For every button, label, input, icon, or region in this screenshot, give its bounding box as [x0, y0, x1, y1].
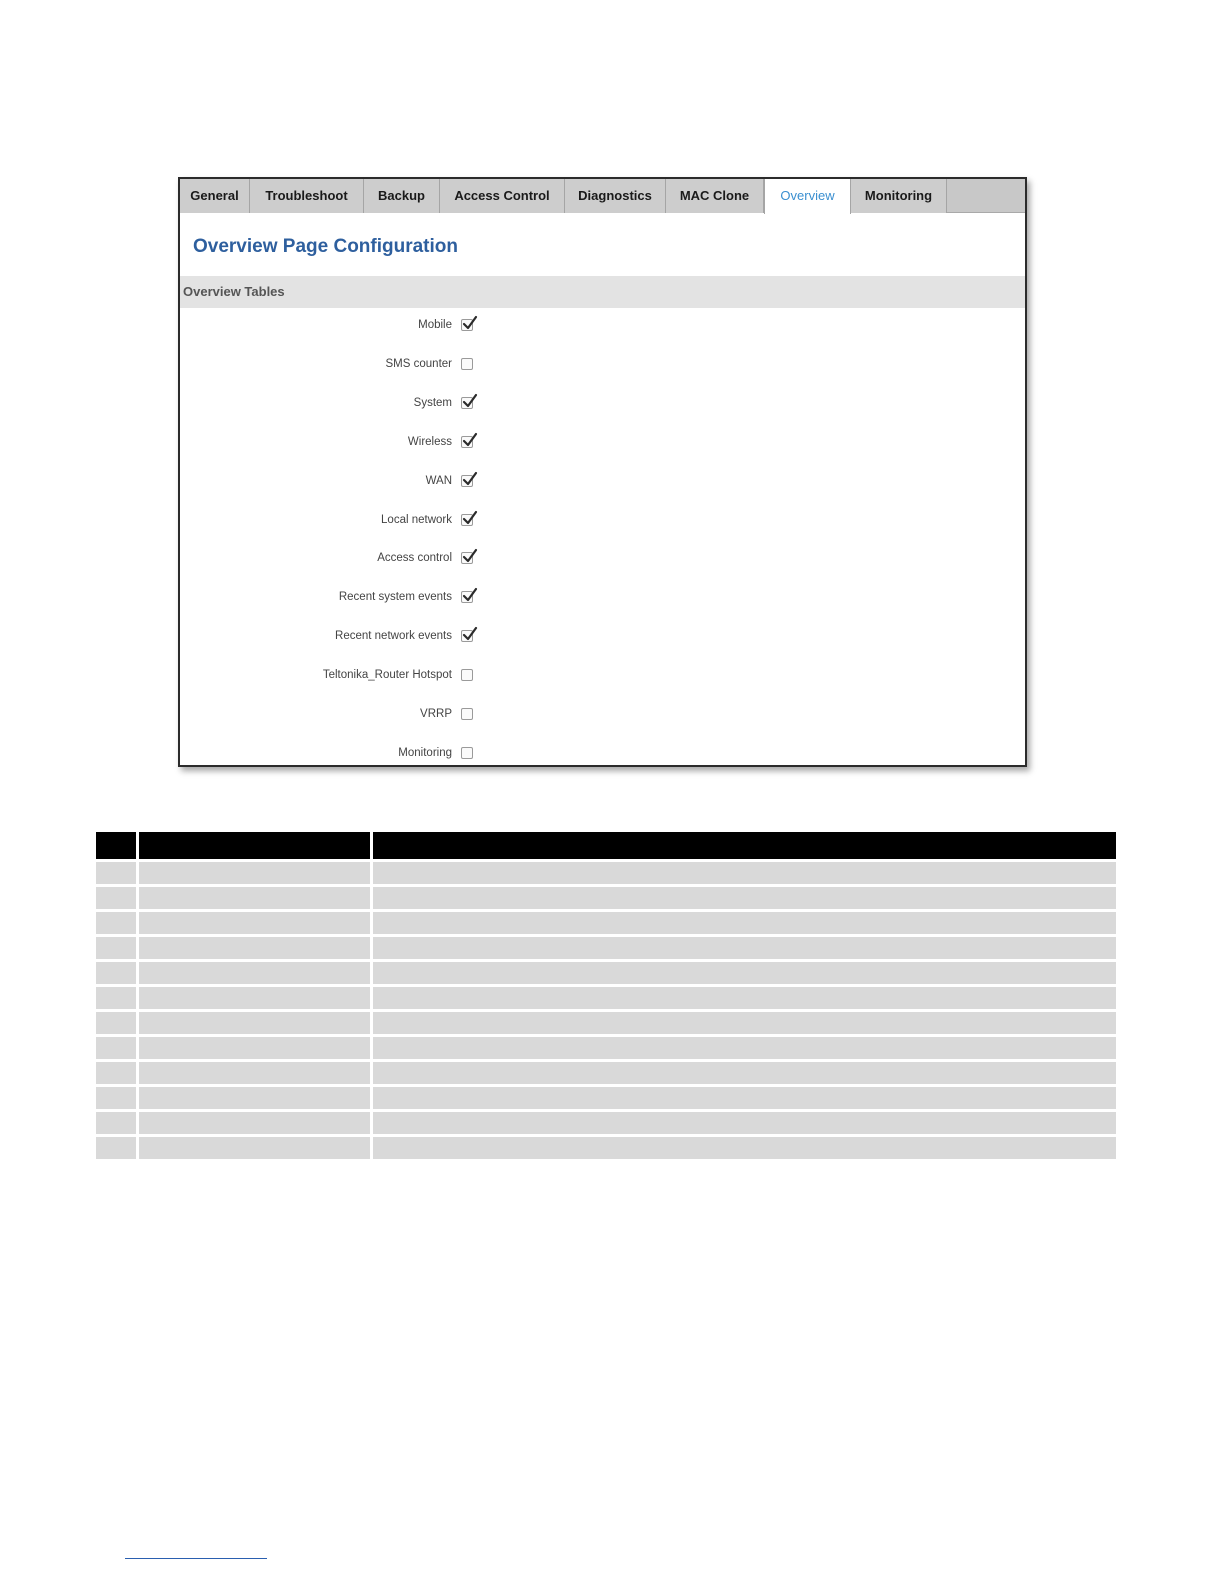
table-cell [373, 1109, 1116, 1134]
option-checkbox[interactable] [461, 747, 473, 759]
table-cell [373, 859, 1116, 884]
tab-diagnostics[interactable]: Diagnostics [565, 179, 666, 213]
table-cell [96, 1034, 139, 1059]
table-cell [139, 859, 373, 884]
option-label: Mobile [418, 319, 452, 331]
table-cell [373, 1009, 1116, 1034]
checkmark-icon [461, 431, 478, 448]
tab-troubleshoot[interactable]: Troubleshoot [250, 179, 364, 213]
table-cell [373, 909, 1116, 934]
table-cell [139, 1009, 373, 1034]
option-row [180, 472, 520, 492]
option-row [180, 627, 520, 647]
option-label: Access control [377, 552, 452, 565]
table-row [96, 884, 1116, 909]
table-cell [139, 1059, 373, 1084]
table-cell [96, 1009, 139, 1034]
section-title: Overview Tables [183, 284, 285, 299]
table-cell [139, 1134, 373, 1159]
table-row [96, 1084, 1116, 1109]
option-row [180, 744, 520, 764]
checkmark-icon [461, 470, 478, 487]
tab-general[interactable]: General [180, 179, 250, 213]
table-cell [96, 1109, 139, 1134]
table-row [96, 859, 1116, 884]
tab-mac-clone[interactable]: MAC Clone [666, 179, 764, 213]
table-header-cell [373, 832, 1116, 859]
option-label: System [413, 396, 452, 409]
tab-overview[interactable]: Overview [764, 179, 851, 214]
option-row [180, 355, 520, 375]
table-header-cell [139, 832, 373, 859]
option-label: WAN [425, 474, 452, 487]
option-row [180, 394, 520, 414]
option-row [180, 511, 520, 531]
option-row [180, 666, 520, 686]
table-cell [139, 934, 373, 959]
option-label: Local network [381, 513, 452, 526]
table-row [96, 909, 1116, 934]
checkmark-icon [461, 586, 478, 603]
table-cell [373, 1134, 1116, 1159]
table-row [96, 934, 1116, 959]
table-cell [373, 984, 1116, 1009]
tab-access-control[interactable]: Access Control [440, 179, 565, 213]
table-cell [96, 909, 139, 934]
option-label: VRRP [420, 708, 452, 720]
option-label: Recent network events [335, 630, 452, 643]
table-header-row [96, 832, 1116, 859]
tab-monitoring[interactable]: Monitoring [851, 179, 947, 213]
table-cell [373, 1059, 1116, 1084]
option-row [180, 433, 520, 453]
option-checkbox[interactable] [461, 358, 473, 370]
option-row [180, 705, 520, 725]
option-checkbox[interactable] [461, 669, 473, 681]
table-row [96, 1109, 1116, 1134]
page-title: Overview Page Configuration [193, 236, 458, 257]
table-row [96, 1009, 1116, 1034]
option-row [180, 588, 520, 608]
checkmark-icon [461, 547, 478, 564]
screenshot-panel [178, 177, 1027, 767]
option-checkbox[interactable] [461, 708, 473, 720]
table-cell [373, 934, 1116, 959]
table-cell [373, 959, 1116, 984]
table-cell [373, 884, 1116, 909]
table-row [96, 984, 1116, 1009]
option-label: SMS counter [385, 357, 452, 370]
table-row [96, 1059, 1116, 1084]
table-cell [139, 959, 373, 984]
option-row [180, 549, 520, 569]
table-row [96, 959, 1116, 984]
table-cell [139, 909, 373, 934]
checkmark-icon [461, 314, 478, 331]
checkmark-icon [461, 392, 478, 409]
table-row [96, 1134, 1116, 1159]
table-cell [373, 1084, 1116, 1109]
table-cell [96, 1134, 139, 1159]
table-cell [139, 984, 373, 1009]
table-cell [96, 984, 139, 1009]
option-row [180, 316, 520, 336]
table-cell [96, 959, 139, 984]
table-cell [96, 934, 139, 959]
option-label: Recent system events [338, 591, 452, 604]
table-cell [96, 884, 139, 909]
table-cell [373, 1034, 1116, 1059]
table-cell [96, 859, 139, 884]
document-table [96, 832, 1116, 1159]
table-header-cell [96, 832, 139, 859]
tab-bar [180, 179, 1025, 213]
table-cell [96, 1059, 139, 1084]
option-label: Wireless [407, 435, 452, 448]
table-row [96, 1034, 1116, 1059]
option-label: Monitoring [398, 746, 452, 759]
table-cell [96, 1084, 139, 1109]
option-label: Teltonika_Router Hotspot [322, 669, 452, 682]
table-cell [139, 884, 373, 909]
checkmark-icon [461, 509, 478, 526]
table-cell [139, 1034, 373, 1059]
footer-link-underline [125, 1558, 267, 1559]
table-cell [139, 1109, 373, 1134]
tab-backup[interactable]: Backup [364, 179, 440, 213]
checkmark-icon [461, 625, 478, 642]
section-header [180, 276, 1025, 308]
table-cell [139, 1084, 373, 1109]
